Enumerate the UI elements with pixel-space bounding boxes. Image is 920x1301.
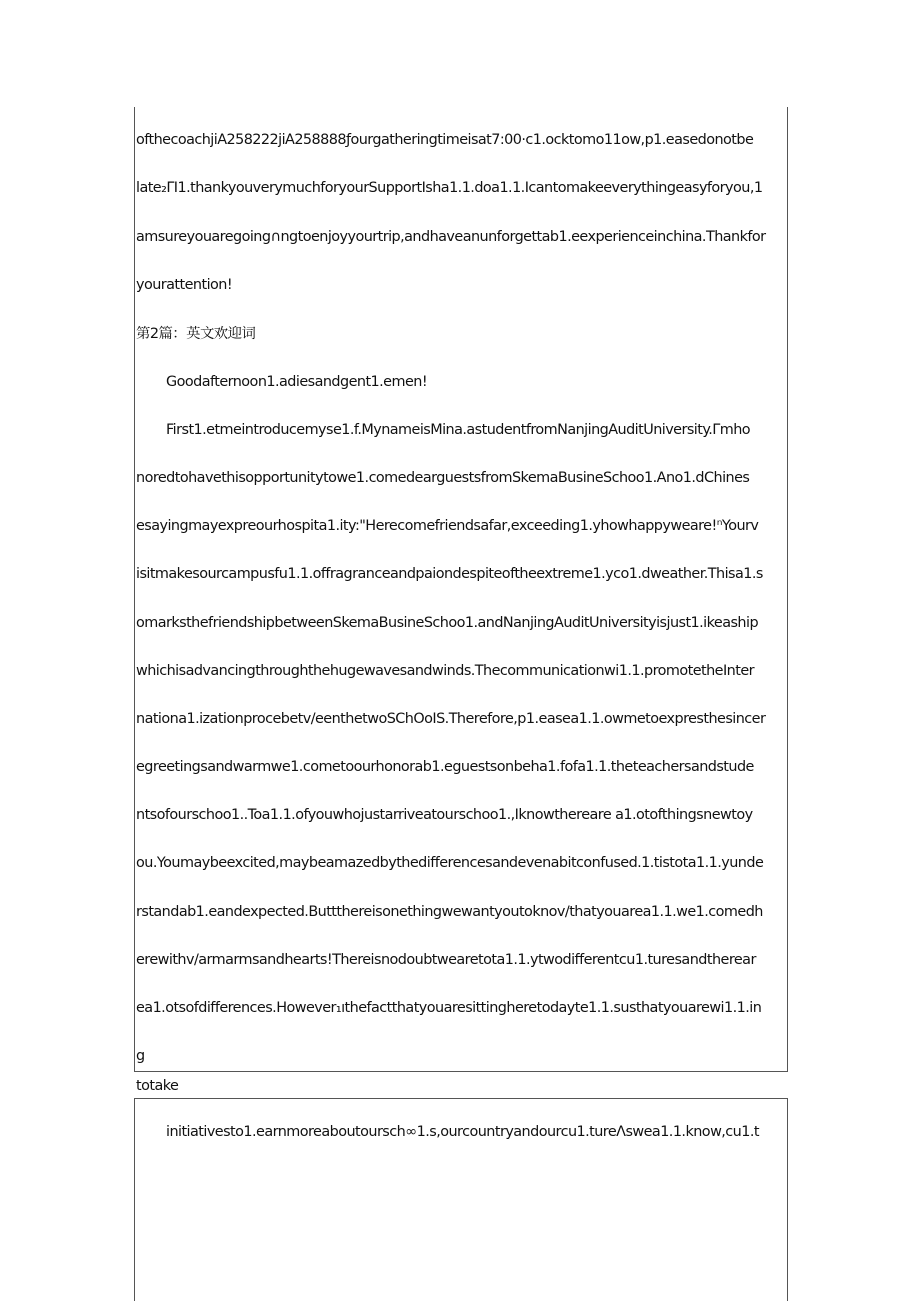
text-line: yourattention!: [136, 277, 233, 293]
section-heading: 第2篇：英文欢迎词: [136, 326, 256, 342]
text-frame-upper: [134, 107, 788, 1072]
text-line: First1.etmeintroducemyse1.f.MynameisMina.astudentfromNanjingAuditUniversity.Γmho: [166, 422, 751, 438]
text-line: initiativesto1.earnmoreaboutoursch∞1.s,ourcountryandourcu1.tureΛswea1.1.know,cu1.t: [166, 1124, 759, 1140]
text-line-between-frames: totake: [136, 1078, 179, 1094]
text-line: rstandab1.eandexpected.Buttthereisonethingwewantyoutoknov/thatyouarea1.1.we1.comedh: [136, 904, 763, 920]
text-line: Goodafternoon1.adiesandgent1.emen!: [166, 374, 428, 390]
text-line: noredtohavethisopportunitytowe1.comedearguestsfromSkemaBusineSchoo1.Ano1.dChines: [136, 470, 750, 486]
text-line: nationa1.izationprocebetv/eenthetwoSChOoIS.Therefore,p1.easea1.1.owmetoexpresthesincer: [136, 711, 766, 727]
text-line: ea1.otsofdifferences.However₁ıthefactthatyouaresittingheretodayte1.1.susthatyouarewi1.1.in: [136, 1000, 762, 1016]
text-line: late₂ΓI1.thankyouverymuchforyourSupportIsha1.1.doa1.1.Icantomakeeverythingeasyforyou,1: [136, 180, 763, 196]
text-line: erewithv/armarmsandhearts!Thereisnodoubtwearetota1.1.ytwodifferentcu1.turesandtherear: [136, 952, 756, 968]
text-line: isitmakesourcampusfu1.1.offragranceandpaiondespiteoftheextreme1.yco1.dweather.Thisa1.s: [136, 566, 763, 582]
text-line: amsureyouaregoing∩ngtoenjoyyourtrip,andhaveanunforgettab1.eexperienceinchina.Thankfor: [136, 229, 766, 245]
text-line: ofthecoachjiA258222jiA258888ƒourgatheringtimeisat7:00·c1.ocktomo11ow,p1.easedonotbe: [136, 132, 754, 148]
text-line: omarksthefriendshipbetweenSkemaBusineSchoo1.andNanjingAuditUniversityisjust1.ikeaship: [136, 615, 759, 631]
text-line: whichisadvancingthroughthehugewavesandwinds.Thecommunicationwi1.1.promotetheInter: [136, 663, 754, 679]
text-line: egreetingsandwarmwe1.cometoourhonorab1.eguestsonbeha1.fofa1.1.theteachersandstude: [136, 759, 754, 775]
text-line: ou.Youmaybeexcited,maybeamazedbythedifferencesandevenabitconfused.1.tistota1.1.yunde: [136, 855, 764, 871]
text-line: g: [136, 1048, 145, 1064]
text-line: esayingmayexpreourhospita1.ity:"Herecomefriendsafar,exceeding1.yhowhappyweare!ⁿYourv: [136, 518, 759, 534]
text-line: ntsofourschoo1..Toa1.1.ofyouwhojustarriveatourschoo1.,Iknowthereare a1.otofthingsnewtoy: [136, 807, 753, 823]
